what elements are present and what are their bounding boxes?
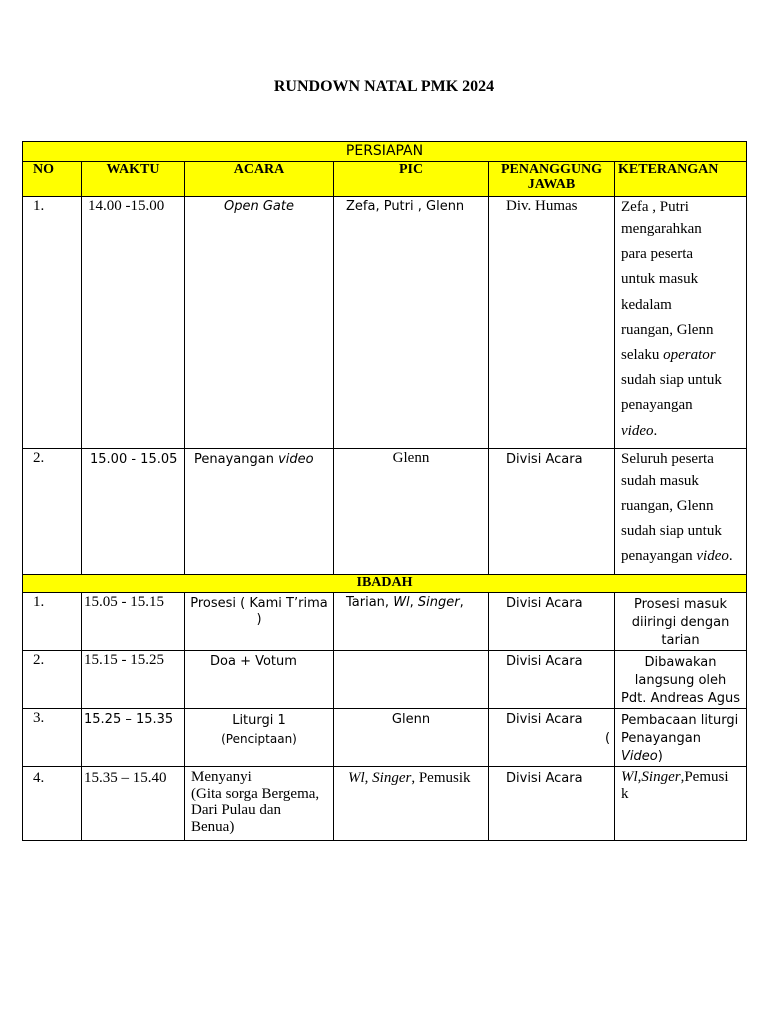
ket-line (621, 419, 743, 444)
cell-pic (334, 767, 489, 841)
ket-line (621, 769, 743, 786)
header-pic: PIC (334, 162, 489, 197)
cell-keterangan (615, 449, 747, 575)
ket-line: Seluruh peserta (621, 451, 714, 467)
ket-text: Penayangan (621, 731, 701, 746)
cell-acara (185, 449, 334, 575)
cell-pj: Div. Humas (489, 197, 615, 449)
cell-keterangan (615, 197, 747, 449)
cell-pj: Divisi Acara (489, 449, 615, 575)
acara-line: (Gita sorga Bergema, (191, 785, 320, 802)
cell-waktu: 15.25 – 15.35 (82, 709, 185, 767)
pic-text: , (409, 595, 418, 610)
ket-emphasis: video (696, 548, 729, 564)
cell-keterangan (615, 767, 747, 841)
ket-line: ruangan, Glenn (621, 498, 714, 514)
ket-paren: ( (605, 731, 611, 746)
pic-emphasis: Wl (348, 770, 365, 786)
ket-line: diiringi dengan (631, 615, 730, 630)
ket-line (621, 544, 743, 569)
cell-waktu: 15.00 - 15.05 (82, 449, 185, 575)
cell-pj: Divisi Acara (489, 767, 615, 841)
header-pj-line1: PENANGGUNG (500, 162, 603, 177)
table-row (23, 709, 747, 767)
cell-no: 4. (23, 767, 82, 841)
table-row (23, 449, 747, 575)
ket-line: mengarahkan (621, 221, 702, 237)
acara-line: Dari Pulau dan (191, 802, 281, 818)
ket-line: kedalam (621, 296, 672, 313)
header-no: NO (23, 162, 82, 197)
ket-line: sudah siap untuk (621, 523, 722, 539)
cell-pic (334, 651, 489, 709)
ket-line: tarian (661, 633, 700, 648)
cell-pic: Glenn (334, 449, 489, 575)
ket-line: Pdt. Andreas Agus (621, 691, 740, 706)
ket-emphasis: operator (663, 347, 716, 364)
ket-line: Dibawakan (644, 655, 717, 670)
header-waktu: WAKTU (82, 162, 185, 197)
ket-text: ,Pemusi (680, 769, 729, 785)
cell-waktu: 15.05 - 15.15 (82, 593, 185, 651)
ket-emphasis: video (621, 422, 654, 439)
pic-emphasis: Wl (393, 595, 410, 610)
cell-pic (334, 593, 489, 651)
cell-waktu: 15.35 – 15.40 (82, 767, 185, 841)
ket-line (621, 730, 743, 766)
ket-line: sudah masuk (621, 473, 699, 489)
ket-line: Zefa , Putri (621, 199, 689, 215)
cell-keterangan (615, 593, 747, 651)
acara-line: Liturgi 1 (232, 713, 286, 728)
section-row-ibadah (23, 575, 747, 593)
ket-text: ) (657, 749, 663, 764)
pic-text: , Pemusik (411, 770, 471, 786)
cell-pic: Zefa, Putri , Glenn (334, 197, 489, 449)
ket-line: Prosesi masuk (633, 597, 728, 612)
cell-pj: Divisi Acara (489, 709, 615, 767)
ket-emphasis: Singer (641, 769, 681, 785)
cell-no: 1. (23, 593, 82, 651)
section-row-persiapan (23, 142, 747, 162)
cell-keterangan (605, 709, 747, 767)
cell-no: 2. (23, 449, 82, 575)
ket-line: penayangan (621, 397, 693, 414)
table-row (23, 593, 747, 651)
ket-line: sudah siap untuk (621, 372, 722, 389)
cell-acara: Prosesi ( Kami T’rima ) (185, 593, 334, 651)
acara-line: (Penciptaan) (221, 732, 297, 746)
header-penanggung-jawab (489, 162, 615, 197)
acara-line: Menyanyi (191, 769, 252, 785)
table-row (23, 197, 747, 449)
acara-text: Penayangan (194, 452, 279, 467)
header-pj-line2: JAWAB (527, 177, 576, 193)
acara-line: Benua) (191, 818, 235, 835)
acara-text: Open Gate (224, 199, 294, 214)
ket-line: untuk masuk (621, 271, 699, 288)
cell-keterangan (615, 651, 747, 709)
header-row (23, 162, 747, 197)
ket-line: Pembacaan liturgi (621, 713, 739, 728)
cell-no: 3. (23, 709, 82, 767)
ket-text: selaku (621, 347, 664, 364)
ket-line: langsung oleh (634, 673, 727, 688)
ket-line: ruangan, Glenn (621, 321, 714, 338)
cell-pic: Glenn (334, 709, 489, 767)
cell-pj: Divisi Acara (489, 651, 615, 709)
ket-text: penayangan (621, 548, 697, 564)
table-row (23, 651, 747, 709)
header-acara: ACARA (185, 162, 334, 197)
cell-acara: Doa + Votum (185, 651, 334, 709)
page-title: RUNDOWN NATAL PMK 2024 (273, 78, 495, 95)
cell-waktu: 15.15 - 15.25 (82, 651, 185, 709)
cell-acara (185, 767, 334, 841)
ket-emphasis: Wl (621, 769, 638, 785)
ket-line: k (621, 785, 629, 802)
pic-text: , (459, 595, 464, 610)
rundown-table (22, 141, 747, 841)
pic-text: Tarian, (346, 595, 394, 610)
ket-text: . (728, 548, 733, 564)
ket-line (621, 343, 743, 368)
cell-pj: Divisi Acara (489, 593, 615, 651)
ket-text: , (637, 769, 642, 785)
cell-waktu: 14.00 -15.00 (82, 197, 185, 449)
pic-emphasis: Singer (417, 595, 460, 610)
cell-acara (185, 709, 334, 767)
cell-no: 2. (23, 651, 82, 709)
pic-emphasis: Singer (372, 770, 412, 786)
ket-line: para peserta (621, 246, 694, 263)
cell-acara (185, 197, 334, 449)
section-title-persiapan: PERSIAPAN (23, 142, 747, 162)
cell-no: 1. (23, 197, 82, 449)
section-title-ibadah: IBADAH (23, 575, 747, 593)
table-row (23, 767, 747, 841)
ket-emphasis: Video (621, 749, 658, 764)
header-keterangan: KETERANGAN (615, 162, 747, 197)
pic-text: , (364, 770, 373, 786)
acara-emphasis: video (278, 452, 314, 467)
ket-text: . (653, 422, 658, 439)
